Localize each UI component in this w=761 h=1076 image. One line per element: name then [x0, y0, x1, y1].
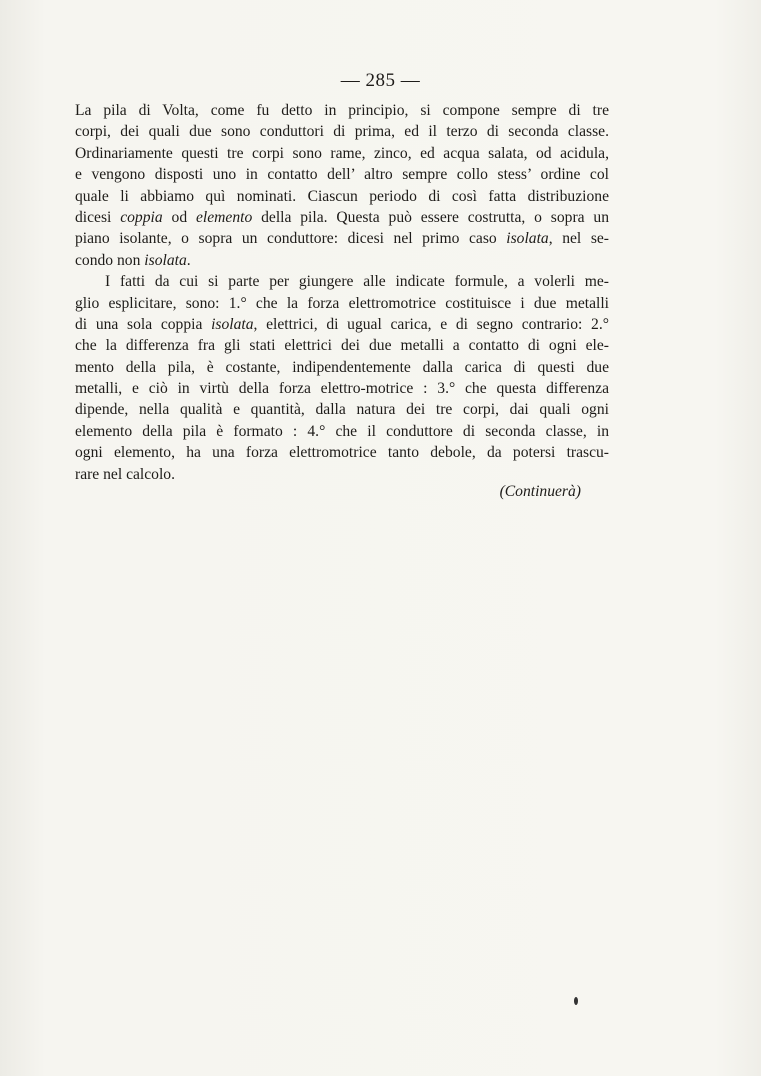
text-line: [75, 164, 609, 185]
body-text: [75, 100, 609, 502]
text-line: [75, 100, 609, 121]
text-line: [75, 357, 609, 378]
text-line: [75, 121, 609, 142]
text-segment: Ordinariamente questi tre corpi sono rame, zinco, ed acqua salata, od acidula,: [75, 144, 609, 162]
continued-text: (Continuerà): [499, 483, 581, 501]
text-line: [75, 421, 609, 442]
text-segment: dicesi: [75, 208, 121, 226]
text-line: [75, 271, 609, 292]
text-segment: condo non: [75, 251, 145, 269]
text-line: [75, 207, 609, 228]
italic-term: coppia: [120, 208, 163, 226]
text-line: [75, 442, 609, 463]
italic-term: elemento: [195, 208, 253, 226]
text-segment: che la differenza fra gli stati elettrici dei due metalli a contatto di ogni ele-: [75, 337, 609, 355]
text-segment: e vengono disposti uno in contatto dell’ altro sempre collo stess’ ordine col: [75, 166, 609, 184]
text-line: [75, 186, 609, 207]
text-segment: , elettrici, di ugual carica, e di segno contrario: 2.°: [253, 315, 609, 333]
italic-term: isolata: [211, 315, 254, 333]
text-segment: ogni elemento, ha una forza elettromotrice tanto debole, da potersi trascu-: [75, 444, 609, 462]
text-segment: di una sola coppia: [75, 315, 212, 333]
text-segment: .: [186, 251, 191, 269]
text-line: [75, 335, 609, 356]
text-segment: La pila di Volta, come fu detto in principio, si compone sempre di tre: [75, 102, 609, 119]
italic-term: isolata: [506, 230, 549, 248]
text-line: [75, 250, 609, 271]
text-line: [75, 314, 609, 335]
text-segment: I fatti da cui si parte per giungere alle indicate formule, a volerli me-: [105, 273, 609, 291]
text-line: [75, 228, 609, 249]
text-segment: rare nel calcolo.: [75, 465, 175, 483]
text-segment: della pila. Questa può essere costrutta, o sopra un: [252, 208, 610, 226]
text-segment: metalli, e ciò in virtù della forza elettro-motrice : 3.° che questa differenza: [75, 380, 609, 398]
text-line: [75, 378, 609, 399]
text-line: [75, 399, 609, 420]
text-segment: piano isolante, o sopra un conduttore: dicesi nel primo caso: [75, 230, 507, 248]
text-segment: glio esplicitare, sono: 1.° che la forza elettromotrice costituisce i due metalli: [75, 294, 609, 312]
italic-term: isolata: [144, 251, 187, 269]
text-segment: od: [162, 208, 196, 226]
text-line: [75, 293, 609, 314]
text-segment: mento della pila, è costante, indipendentemente dalla carica di questi due: [75, 358, 609, 376]
text-line: [75, 143, 609, 164]
text-segment: dipende, nella qualità e quantità, dalla natura dei tre corpi, dai quali ogni: [75, 401, 609, 419]
text-segment: , nel se-: [548, 230, 609, 248]
text-segment: quale li abbiamo quì nominati. Ciascun periodo di così fatta distribuzione: [75, 187, 609, 205]
text-segment: corpi, dei quali due sono conduttori di prima, ed il terzo di seconda classe.: [75, 123, 609, 141]
page-number: — 285 —: [340, 70, 421, 91]
ink-speck: [574, 997, 578, 1005]
text-segment: elemento della pila è formato : 4.° che il conduttore di seconda classe, in: [75, 422, 609, 440]
